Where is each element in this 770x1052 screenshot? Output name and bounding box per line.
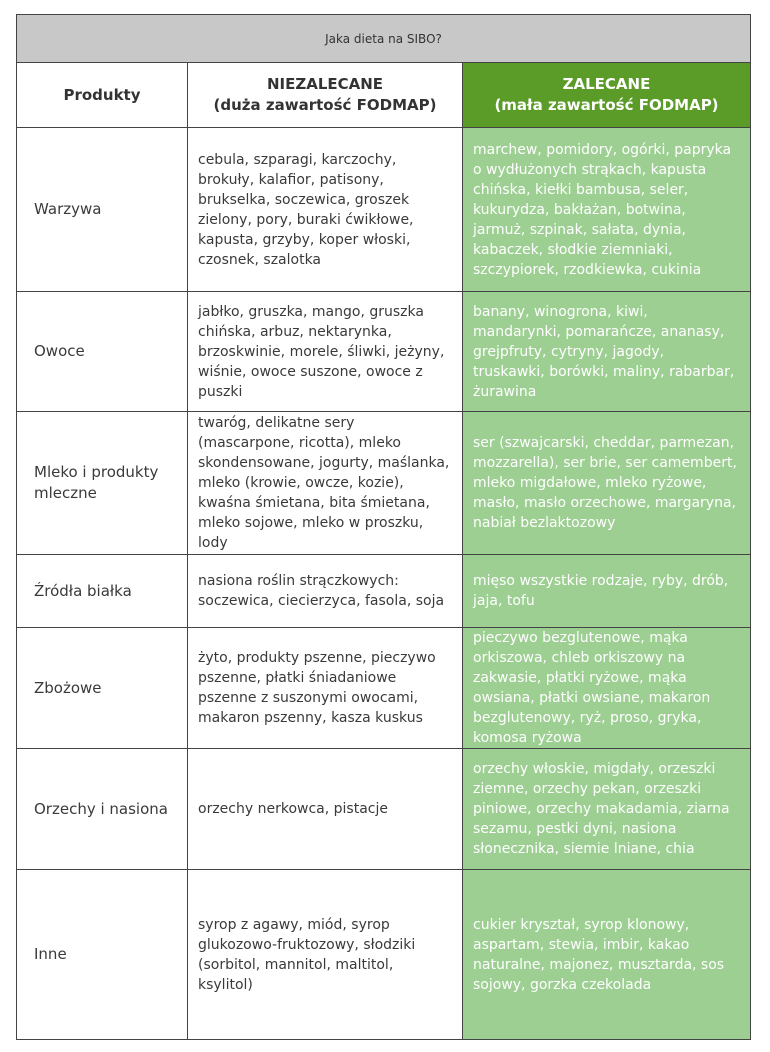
category-cell: Mleko i produkty mleczne [17, 412, 188, 554]
table-row [17, 555, 750, 628]
recommended-text: cukier kryształ, syrop klonowy, aspartam, stewia, imbir, kakao naturalne, majonez, musztarda, sos sojowy, gorzka czekolada [473, 916, 725, 993]
not-recommended-text: orzechy nerkowca, pistacje [198, 801, 388, 817]
header-not-recommended [188, 63, 463, 127]
header-not-recommended-title: NIEZALECANE [266, 75, 384, 93]
table-row [17, 128, 750, 292]
not-recommended-cell [188, 628, 463, 748]
category-cell: Zbożowe [17, 628, 188, 748]
not-recommended-text: nasiona roślin strączkowych: soczewica, ciecierzyca, fasola, soja [198, 573, 445, 609]
category-cell: Warzywa [17, 128, 188, 291]
not-recommended-cell [188, 870, 463, 1039]
recommended-cell [463, 292, 750, 411]
not-recommended-text: syrop z agawy, miód, syrop glukozowo-fruktozowy, słodziki (sorbitol, mannitol, maltitol, ksylitol) [198, 916, 416, 993]
table-title: Jaka dieta na SIBO? [17, 15, 750, 63]
not-recommended-cell [188, 128, 463, 291]
recommended-text: ser (szwajcarski, cheddar, parmezan, mozzarella), ser brie, ser camembert, mleko migdałowe, mleko ryżowe, masło, masło orzechowe, margaryna, nabiał bezlaktozowy [473, 435, 737, 531]
recommended-cell [463, 870, 750, 1039]
header-row [17, 63, 750, 128]
recommended-text: pieczywo bezglutenowe, mąka orkiszowa, chleb orkiszowy na zakwasie, płatki ryżowe, mąka owsiana, płatki owsiane, makaron bezglutenowy, ryż, proso, gryka, komosa ryżowa [473, 630, 711, 746]
recommended-cell [463, 555, 750, 627]
table-row [17, 412, 750, 555]
header-products: Produkty [17, 63, 188, 127]
not-recommended-cell [188, 412, 463, 554]
not-recommended-text: twaróg, delikatne sery (mascarpone, ricotta), mleko skondensowane, jogurty, maślanka, mleko (krowie, owcze, kozie), kwaśna śmietana, bita śmietana, mleko sojowe, mleko w proszku, lody [198, 415, 450, 551]
category-cell: Inne [17, 870, 188, 1039]
recommended-cell [463, 412, 750, 554]
header-recommended-title: ZALECANE [562, 75, 651, 93]
table-row [17, 749, 750, 870]
header-recommended [463, 63, 750, 127]
sibo-diet-table [16, 14, 751, 1040]
not-recommended-text: cebula, szparagi, karczochy, brokuły, kalafior, patisony, brukselka, soczewica, groszek zielony, pory, buraki ćwikłowe, kapusta, grzyby, koper włoski, czosnek, szalotka [198, 151, 414, 268]
not-recommended-cell [188, 749, 463, 869]
recommended-text: marchew, pomidory, ogórki, papryka o wydłużonych strąkach, kapusta chińska, kiełki bambusa, seler, kukurydza, bakłażan, botwina, jarmuż, szpinak, sałata, dynia, kabaczek, słodkie ziemniaki, szczypiorek, rzodkiewka, cukinia [473, 141, 732, 278]
table-row [17, 292, 750, 412]
recommended-cell [463, 749, 750, 869]
recommended-text: mięso wszystkie rodzaje, ryby, drób, jaja, tofu [473, 573, 729, 609]
not-recommended-cell [188, 555, 463, 627]
not-recommended-cell [188, 292, 463, 411]
recommended-text: orzechy włoskie, migdały, orzeszki ziemne, orzechy pekan, orzeszki piniowe, orzechy makadamia, ziarna sezamu, pestki dyni, nasiona słonecznika, siemie lniane, chia [473, 761, 730, 857]
recommended-text: banany, winogrona, kiwi, mandarynki, pomarańcze, ananasy, grejpfruty, cytryny, jagody, truskawki, borówki, maliny, rabarbar, żurawina [473, 303, 735, 400]
category-cell: Orzechy i nasiona [17, 749, 188, 869]
recommended-cell [463, 628, 750, 748]
header-recommended-subtitle: (mała zawartość FODMAP) [494, 96, 719, 114]
category-cell: Owoce [17, 292, 188, 411]
table-row [17, 870, 750, 1039]
category-cell: Źródła białka [17, 555, 188, 627]
table-row [17, 628, 750, 749]
header-not-recommended-subtitle: (duża zawartość FODMAP) [213, 96, 437, 114]
recommended-cell [463, 128, 750, 291]
not-recommended-text: jabłko, gruszka, mango, gruszka chińska, arbuz, nektarynka, brzoskwinie, morele, śliwki, jeżyny, wiśnie, owoce suszone, owoce z puszki [198, 303, 445, 400]
not-recommended-text: żyto, produkty pszenne, pieczywo pszenne, płatki śniadaniowe pszenne z suszonymi owocami, makaron pszenny, kasza kuskus [198, 650, 436, 726]
